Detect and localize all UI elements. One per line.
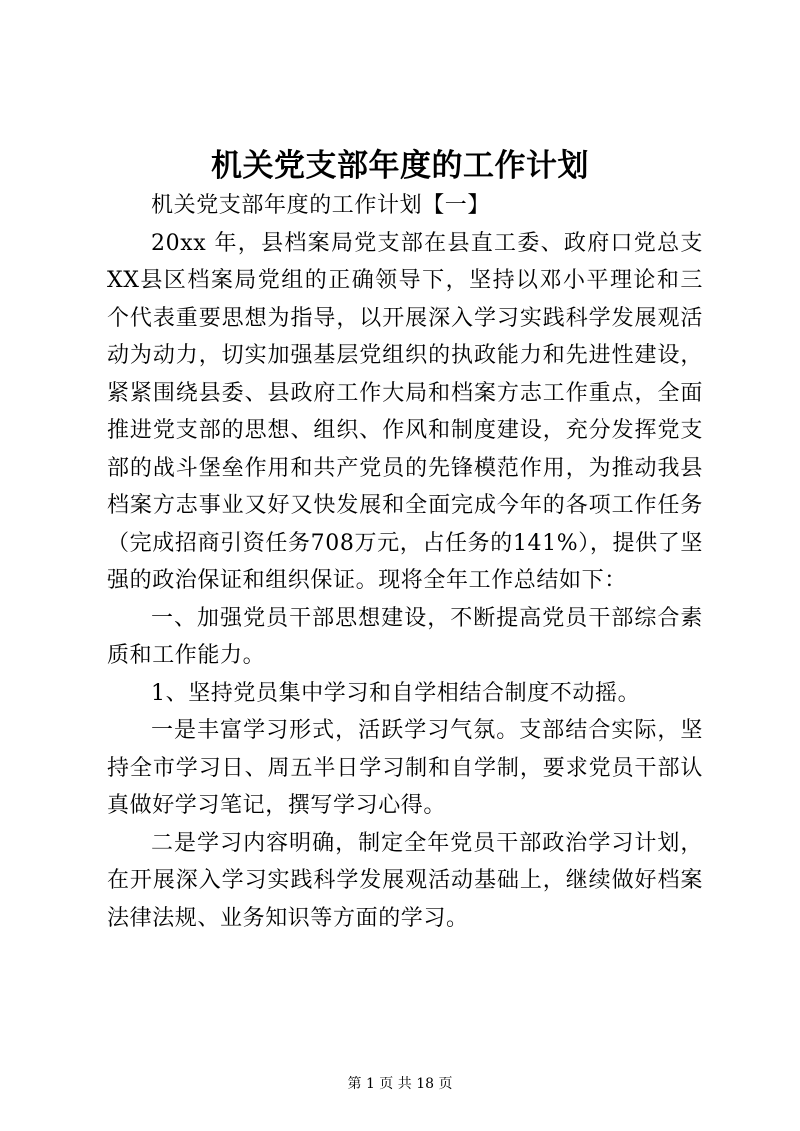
document-body xyxy=(107,187,703,937)
section-subtitle: 机关党支部年度的工作计划【一】 xyxy=(151,193,491,218)
paragraph-heading-1: 一、加强党员干部思想建设，不断提高党员干部综合素质和工作能力。 xyxy=(107,605,703,668)
page-footer: 第 1 页 共 18 页 xyxy=(347,1076,453,1092)
paragraph-item-1: 1、坚持党员集中学习和自学相结合制度不动摇。 xyxy=(151,680,641,706)
paragraph-point-1: 一是丰富学习形式，活跃学习气氛。支部结合实际，坚持全市学习日、周五半日学习制和自学制，要求党员干部认真做好学习笔记，撰写学习心得。 xyxy=(107,718,703,818)
paragraph-point-2: 二是学习内容明确，制定全年党员干部政治学习计划，在开展深入学习实践科学发展观活动基础上，继续做好档案法律法规、业务知识等方面的学习。 xyxy=(107,830,703,931)
paragraph-intro: 20xx 年，县档案局党支部在县直工委、政府口党总支XX县区档案局党组的正确领导下，坚持以邓小平理论和三个代表重要思想为指导，以开展深入学习实践科学发展观活动为动力，切实加强基层党组织的执政能力和先进性建设，紧紧围绕县委、县政府工作大局和档案方志工作重点，全面推进党支部的思想、组织、作风和制度建设，充分发挥党支部的战斗堡垒作用和共产党员的先锋模范作用，为推动我县档案方志事业又好又快发展和全面完成今年的各项工作任务（完成招商引资任务708万元，占任务的141%），提供了坚强的政治保证和组织保证。现将全年工作总结如下： xyxy=(107,230,703,593)
document-title: 机关党支部年度的工作计划 xyxy=(211,148,589,184)
